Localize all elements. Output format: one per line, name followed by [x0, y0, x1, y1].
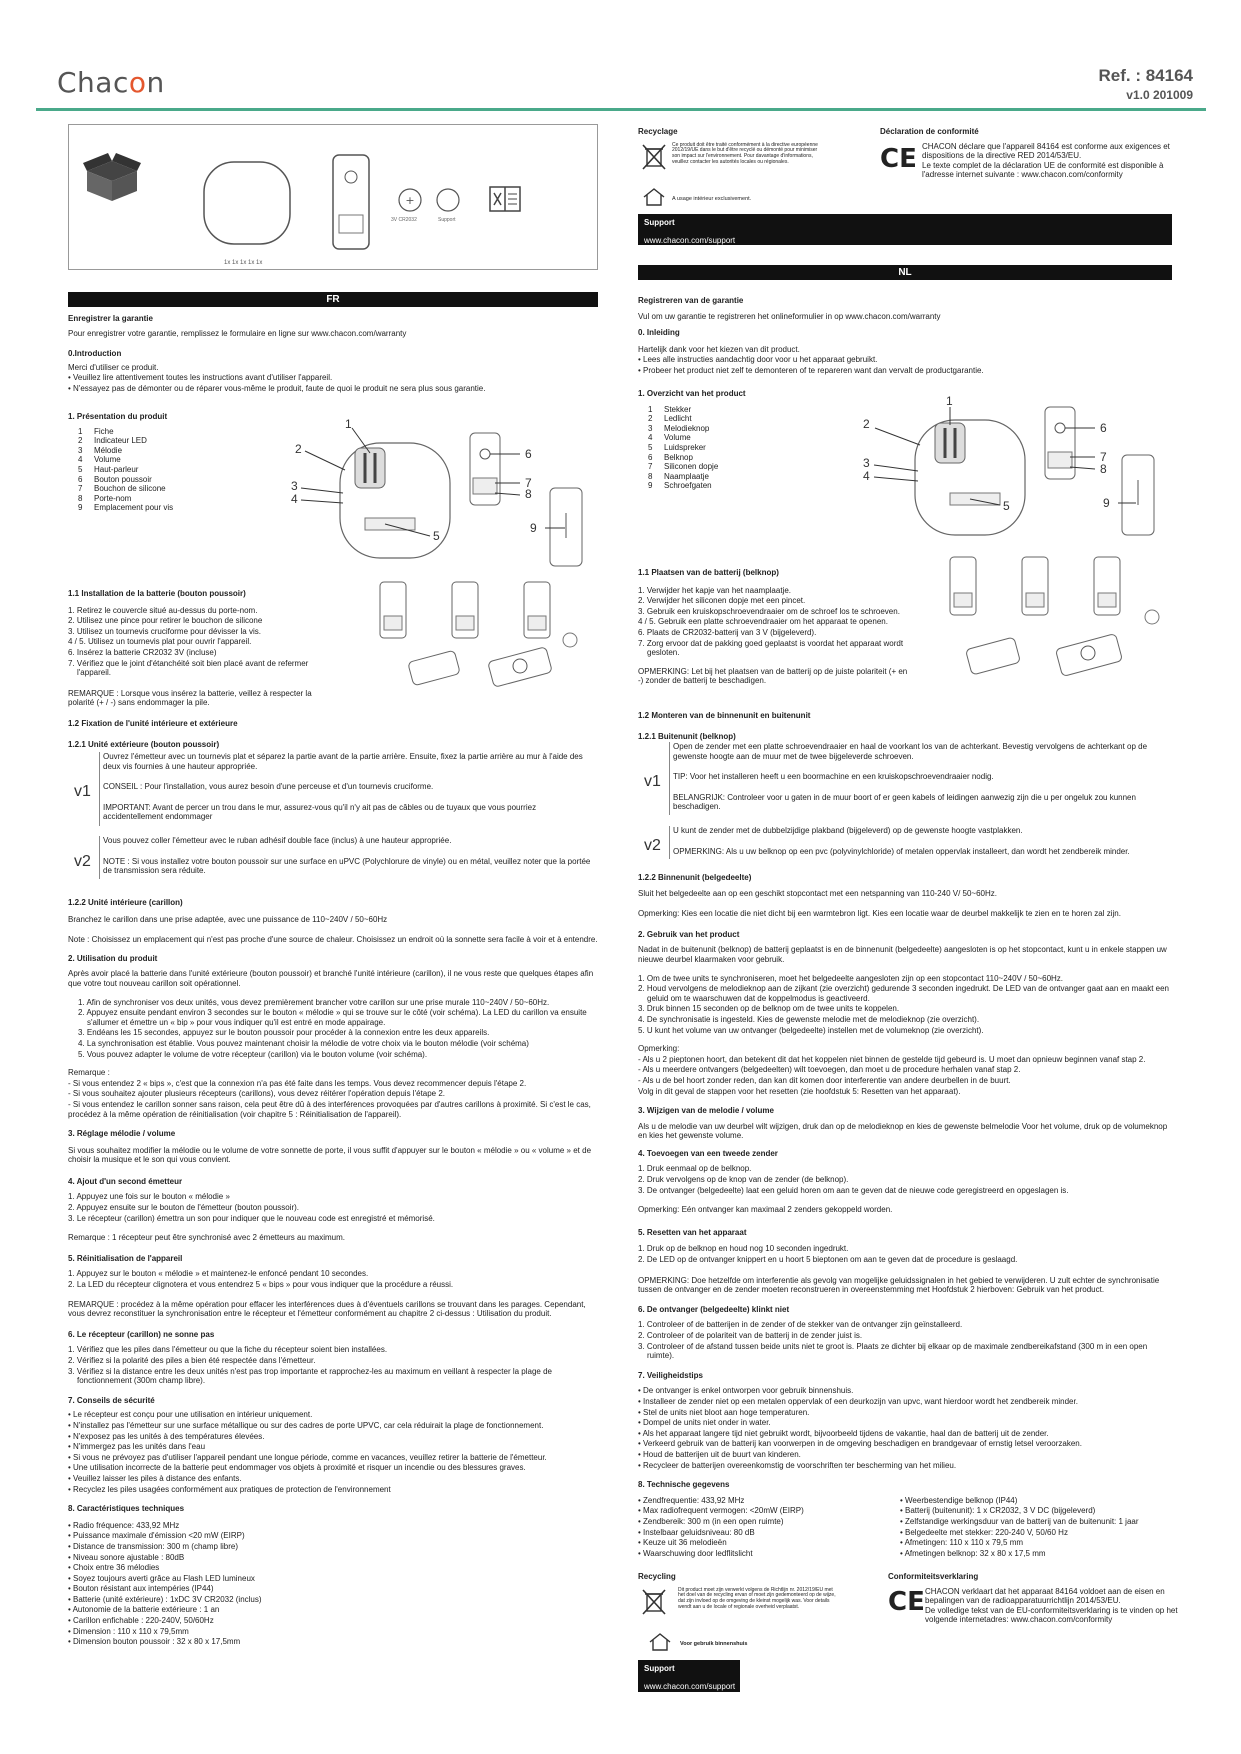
nl-reset-title: 5. Resetten van het apparaat: [638, 1227, 747, 1237]
list-item: 1. Druk op de belknop en houd nog 10 seconden ingedrukt.: [638, 1244, 849, 1254]
list-item: 2. Houd vervolgens de melodieknop aan de zijkant (zie overzicht) gedurende 3 seconden ingedrukt. De LED van de ontvanger gaat aan en maakt een geluid om te waarschuwen dat de koppelmodus is geactiveerd.: [638, 984, 1170, 1003]
list-item: Haut-parleur: [94, 464, 139, 474]
list-item: 2. De LED op de ontvanger knippert en u hoort 5 bieptonen om aan te geven dat de procedure is geslaagd.: [638, 1255, 1018, 1265]
list-item: Belknop: [664, 452, 693, 462]
support-label: Support: [438, 217, 456, 223]
fr-battery-note: REMARQUE : Lorsque vous insérez la batterie, veillez à respecter la polarité (+ / -) sans endommager la pile.: [68, 688, 312, 708]
list-item: Porte-nom: [94, 493, 132, 503]
battery-icon: [397, 187, 423, 213]
conformity-nl-title: Conformiteitsverklaring: [888, 1572, 979, 1581]
nl-battery-title: 1.1 Plaatsen van de batterij (belknop): [638, 568, 779, 577]
list-item: Opmerking:: [638, 1044, 680, 1054]
nl-v1-block: [669, 742, 1172, 815]
svg-text:7: 7: [1100, 450, 1107, 464]
package-icon: [83, 153, 141, 203]
list-item: 1. Afin de synchroniser vos deux unités, vous devez premièrement brancher votre carillon sur une prise murale 110~240V / 50~60Hz.: [78, 997, 550, 1007]
list-item: 1. Retirez le couvercle situé au-dessus du porte-nom.: [68, 605, 258, 615]
house-icon: [648, 1632, 672, 1652]
fr-specs-title: 8. Caractéristiques techniques: [68, 1504, 185, 1514]
svg-text:9: 9: [1103, 496, 1110, 510]
list-item: • Radio fréquence: 433,92 MHz: [68, 1520, 180, 1530]
nl-interior-title: 1.2.2 Binnenunit (belgedeelte): [638, 873, 752, 882]
svg-text:1: 1: [345, 418, 352, 431]
list-item: • Batterie (unité extérieure) : 1xDC 3V CR2032 (inclus): [68, 1594, 262, 1604]
fr-melody-title: 3. Réglage mélodie / volume: [68, 1129, 176, 1139]
svg-text:7: 7: [525, 476, 532, 490]
list-item: - Si vous souhaitez ajouter plusieurs récepteurs (carillons), vous devez réitérer l'opération depuis l'étape 2.: [68, 1089, 446, 1099]
fr-interior-text: Branchez le carillon dans une prise adaptée, avec une puissance de 110~240V / 50~60Hz: [68, 914, 388, 924]
fr-warranty-text: Pour enregistrer votre garantie, remplissez le formulaire en ligne sur www.chacon.com/warranty: [68, 328, 407, 338]
list-item: - Als u 2 pieptonen hoort, dan betekent dit dat het koppelen niet binnen de gestelde tijd gebeurd is. U moet dan opnieuw beginnen vanaf stap 2.: [638, 1054, 1146, 1064]
manual-tools-icon: [489, 185, 521, 213]
conformity-nl-text2: De volledige tekst van de EU-conformiteitsverklaring is te vinden op het volgende internetadres: www.chacon.com/conformity: [925, 1605, 1178, 1625]
fr-add-title: 4. Ajout d'un second émetteur: [68, 1176, 183, 1186]
fr-warranty-title: Enregistrer la garantie: [68, 314, 153, 323]
recycling-fr-title: Recyclage: [638, 127, 678, 136]
list-item: • N'installez pas l'émetteur sur une surface métallique ou sur des cadres de porte UPVC, car cela réduirait la plage de fonctionnement.: [68, 1420, 544, 1430]
list-item: Luidspreker: [664, 442, 706, 452]
list-item: • Bouton résistant aux intempéries (IP44): [68, 1584, 214, 1594]
list-item: 3. De ontvanger (belgedeelte) laat een geluid horen om aan te geven dat de nieuwe code geregistreerd en opgeslagen is.: [638, 1185, 1069, 1195]
list-item: • Choix entre 36 mélodies: [68, 1563, 160, 1573]
fr-battery-title: 1.1 Installation de la batterie (bouton poussoir): [68, 589, 246, 598]
fr-safety-title: 7. Conseils de sécurité: [68, 1395, 155, 1405]
version-label: v1.0 201009: [1126, 88, 1193, 102]
fr-v2-note: NOTE : Si vous installez votre bouton poussoir sur une surface en uPVC (Polychlorure de vinyle) ou en métal, veuillez noter que la portée de transmission sera réduite.: [103, 856, 591, 876]
lang-bar-nl: NL: [638, 265, 1172, 280]
fr-exterior-title: 1.2.1 Unité extérieure (bouton poussoir): [68, 739, 220, 749]
fr-v1-label: v1: [74, 783, 91, 800]
fr-melody-text: Si vous souhaitez modifier la mélodie ou le volume de votre sonnette de porte, il vous suffit d'appuyer sur le bouton « mélodie » ou « volume » et de choisir la musique et le son qui vous convient.: [68, 1145, 592, 1165]
list-item: 7. Zorg ervoor dat de pakking goed geplaatst is voordat het apparaat wordt gesloten.: [638, 638, 904, 658]
list-item: Emplacement pour vis: [94, 503, 174, 513]
list-item: • Le récepteur est conçu pour une utilisation en intérieur uniquement.: [68, 1410, 313, 1420]
package-quantity: 1x 1x 1x 1x 1x: [224, 260, 263, 266]
fr-product-diagram: [285, 418, 605, 573]
indoor-fr-text: A usage intérieur exclusivement.: [672, 196, 752, 202]
recycling-fr: [638, 127, 868, 202]
conformity-nl-text: CHACON verklaart dat het apparaat 84164 voldoet aan de eisen en bepalingen van de radioapparatuurrichtlijn 2014/53/EU.: [925, 1586, 1165, 1606]
list-item: 7. Vérifiez que le joint d'étanchéité soit bien placé avant de refermer l'appareil.: [68, 658, 309, 678]
nl-specs-title: 8. Technische gegevens: [638, 1480, 730, 1490]
nl-v1-tip: TIP: Voor het installeren heeft u een boormachine en een kruiskopschroevendraaier nodig.: [673, 772, 994, 782]
list-item: 1. Appuyez une fois sur le bouton « mélodie »: [68, 1192, 230, 1202]
list-item: Stekker: [664, 404, 692, 414]
nl-intro-list: [638, 345, 1172, 376]
list-item: 5. U kunt het volume van uw ontvanger (belgedeelte) instellen met de volumeknop (zie overzicht).: [638, 1025, 984, 1035]
fr-reset-title: 5. Réinitialisation de l'appareil: [68, 1253, 183, 1263]
list-item: • N'immergez pas les unités dans l'eau: [68, 1442, 206, 1452]
recycling-nl-title: Recycling: [638, 1572, 676, 1581]
support-url[interactable]: www.chacon.com/support: [644, 235, 736, 245]
list-item: • Waarschuwing door ledflitslicht: [638, 1548, 753, 1558]
house-icon: [642, 187, 666, 207]
list-item: Ledlicht: [664, 414, 692, 424]
nl-v1-label: v1: [644, 773, 661, 790]
list-item: 5. Vous pouvez adapter le volume de votre récepteur (carillon) via le bouton volume (voir schéma).: [78, 1049, 428, 1059]
svg-text:9: 9: [530, 521, 537, 535]
fr-fixation-title: 1.2 Fixation de l'unité intérieure et extérieure: [68, 719, 238, 728]
list-item: Merci d'utiliser ce produit.: [68, 362, 159, 372]
list-item: 1. Controleer of de batterijen in de zender of de stekker van de ontvanger zijn geïnstalleerd.: [638, 1320, 963, 1330]
fr-use-title: 2. Utilisation du produit: [68, 953, 158, 963]
list-item: Volume: [664, 433, 691, 443]
fr-intro-list: [68, 363, 598, 394]
fr-parts-list: 1 Fiche 2 Indicateur LED 3 Mélodie 4 Volume 5 Haut-parleur 6 Bouton poussoir 7 Bouchon de silicone 8 Porte-nom 9 Emplacement pour vis: [78, 427, 598, 513]
list-item: 2. Appuyez ensuite sur le bouton de l'émetteur (bouton poussoir).: [68, 1203, 300, 1213]
list-item: Mélodie: [94, 445, 123, 455]
nl-safety-title: 7. Veiligheidstips: [638, 1370, 703, 1380]
fr-v1-block: [99, 752, 594, 826]
svg-text:3: 3: [291, 479, 298, 493]
svg-text:5: 5: [433, 529, 440, 543]
list-item: - Si vous entendez 2 « bips », c'est que la connexion n'a pas été faite dans les temps. Vous devez recommencer depuis l'étape 2.: [68, 1078, 527, 1088]
nl-melody-title: 3. Wijzigen van de melodie / volume: [638, 1106, 774, 1116]
list-item: Melodieknop: [664, 423, 710, 433]
fr-presentation-title: 1. Présentation du produit: [68, 412, 168, 421]
nl-warranty-text: Vul om uw garantie te registreren het onlineformulier in op www.chacon.com/warranty: [638, 311, 941, 321]
nl-product-diagram: [860, 395, 1180, 545]
fr-noring-steps: [68, 1345, 598, 1385]
recycle-bin-icon: [642, 143, 666, 171]
fr-v1-tip: CONSEIL : Pour l'installation, vous aurez besoin d'une perceuse et d'un tournevis cruciforme.: [103, 782, 434, 792]
list-item: • Afmetingen belknop: 32 x 80 x 17,5 mm: [900, 1548, 1046, 1558]
nl-battery-note: OPMERKING: Let bij het plaatsen van de batterij op de juiste polariteit (+ en -) zonder de batterij te beschadigen.: [638, 666, 908, 686]
list-item: 2. Controleer of de polariteit van de batterij in de zender juist is.: [638, 1331, 863, 1340]
nl-battery-steps: [638, 586, 913, 658]
list-item: • Distance de transmission: 300 m (champ libre): [68, 1541, 238, 1551]
list-item: • Si vous ne prévoyez pas d'utiliser l'appareil pendant une longue période, comme en vacances, veuillez retirer la batterie de l'émetteur.: [68, 1452, 547, 1462]
list-item: • Houd de batterijen uit de buurt van kinderen.: [638, 1449, 801, 1459]
list-item: Naamplaatje: [664, 471, 709, 481]
list-item: 4. De synchronisatie is ingesteld. Kies de gewenste melodie met de melodieknop (zie overzicht).: [638, 1014, 980, 1024]
indoor-nl-text: Voor gebruik binnenshuis: [680, 1641, 748, 1647]
list-item: 1. Om de twee units te synchroniseren, moet het belgedeelte aangesloten zijn op een stopcontact 110~240V / 50~60Hz.: [638, 973, 1064, 983]
fr-use-text: Après avoir placé la batterie dans l'unité extérieure (bouton poussoir) et branché l'unité intérieure (carillon), il ne vous reste que quelques étapes afin que votre tout nouveau carillon soit opérationnel.: [68, 969, 594, 988]
list-item: Fiche: [94, 426, 114, 436]
list-item: • De ontvanger is enkel ontworpen voor gebruik binnenshuis.: [638, 1386, 854, 1396]
list-item: 3. Le récepteur (carillon) émettra un son pour indiquer que le nouveau code est enregistré et mémorisé.: [68, 1213, 435, 1223]
list-item: - Si vous entendez le carillon sonner sans raison, cela peut être dû à des interférences provoquées par d'autres carillons à proximité. Si c'est le cas, procédez à la même opération de réinitialisation (voir chapitre 5 : Réinitialisation de l'appareil).: [68, 1099, 591, 1119]
support-box-bottom: [638, 1660, 740, 1692]
list-item: • Veuillez laisser les piles à distance des enfants.: [68, 1473, 242, 1483]
nl-interior-note: Opmerking: Kies een locatie die niet dicht bij een warmtebron ligt. Kies een locatie waar de deurbel makkelijk te zien en te horen zal zijn.: [638, 909, 1121, 919]
list-item: Remarque :: [68, 1068, 110, 1078]
list-item: Hartelijk dank voor het kiezen van dit product.: [638, 344, 800, 354]
svg-text:6: 6: [1100, 421, 1107, 435]
list-item: 3. Controleer of de afstand tussen beide units niet te groot is. Plaats ze dichter bij elkaar op de maximale zendbereikafstand (300 m in een open ruimte).: [638, 1341, 1148, 1361]
list-item: Volg in dit geval de stappen voor het resetten (zie hoofdstuk 5: Resetten van het apparaat).: [638, 1086, 961, 1096]
nl-intro-title: 0. Inleiding: [638, 328, 680, 338]
list-item: • Soyez toujours averti grâce au Flash LED lumineux: [68, 1573, 255, 1583]
fr-interior-note: Note : Choisissez un emplacement qui n'est pas proche d'une source de chaleur. Choisissez un endroit où la sonnette sera facile à voir et à entendre.: [68, 935, 598, 945]
nl-v2-label: v2: [644, 837, 661, 854]
nl-specs-right: [900, 1496, 1139, 1560]
nl-exterior-title: 1.2.1 Buitenunit (belknop): [638, 731, 736, 741]
fr-v2-label: v2: [74, 853, 91, 870]
list-item: 1. Appuyez sur le bouton « mélodie » et maintenez-le enfoncé pendant 10 secondes.: [68, 1269, 369, 1279]
svg-text:4: 4: [291, 492, 298, 506]
list-item: • Veuillez lire attentivement toutes les instructions avant d'utiliser l'appareil.: [68, 373, 333, 383]
fr-specs-list: [68, 1521, 598, 1647]
battery-label: 3V CR2032: [391, 217, 417, 223]
nl-mounting-title: 1.2 Monteren van de binnenunit en buitenunit: [638, 711, 811, 720]
list-item: • Zendbereik: 300 m (in een open ruimte): [638, 1516, 784, 1526]
list-item: 4 / 5. Gebruik een platte schroevendraaier om het apparaat te openen.: [638, 617, 888, 627]
list-item: 2. Vérifiez si la polarité des piles a bien été respectée dans l'émetteur.: [68, 1356, 316, 1365]
list-item: • Verkeerd gebruik van de batterij kan voorwerpen in de omgeving beschadigen en brandgevaar of ernstig letsel veroorzaken.: [638, 1439, 1082, 1449]
list-item: • Batterij (buitenunit): 1 x CR2032, 3 V DC (bijgeleverd): [900, 1506, 1096, 1516]
support-title: Support: [644, 1664, 675, 1673]
nl-v2-block: [669, 826, 1172, 859]
nl-add-steps: [638, 1164, 1172, 1195]
list-item: 2. Verwijder het siliconen dopje met een pincet.: [638, 596, 806, 606]
fr-add-steps: [68, 1192, 598, 1223]
nl-warranty-title: Registreren van de garantie: [638, 296, 744, 305]
fr-reset-remark: REMARQUE : procédez à la même opération pour effacer les interférences dues à d'éventuels carillons se trouvant dans les parages. Cependant, vous devrez reconstituer la synchronisation entre le récepteur et l'émetteur conformément au chapitre 2 ci-dessus : Utilisation du produit.: [68, 1299, 586, 1319]
nl-use-title: 2. Gebruik van het product: [638, 929, 740, 939]
list-item: 4. La synchronisation est établie. Vous pouvez maintenant choisir la mélodie de votre choix via le bouton mélodie (voir schéma): [78, 1038, 529, 1048]
nl-use-remarks: [638, 1044, 1172, 1096]
fr-use-remarks: [68, 1068, 598, 1119]
list-item: • Dompel de units niet onder in water.: [638, 1418, 771, 1428]
fr-v2-text: Vous pouvez coller l'émetteur avec le ruban adhésif double face (inclus) à une hauteur appropriée.: [103, 836, 452, 845]
list-item: 3. Endéans les 15 secondes, appuyez sur le bouton poussoir pour procéder à la connexion entre les deux appareils.: [78, 1028, 490, 1038]
svg-text:2: 2: [295, 442, 302, 456]
list-item: 1. Druk eenmaal op de belknop.: [638, 1164, 752, 1174]
recycling-nl: [638, 1572, 878, 1647]
list-item: 2. Appuyez ensuite pendant environ 3 secondes sur le bouton « mélodie » qui se trouve sur le côté (voir schéma). La LED du carillon va ensuite s'allumer et émettre un « bip » pour vous indiquer qu'il est entré en mode appairage.: [78, 1008, 587, 1027]
header-divider: [36, 108, 1206, 111]
list-item: - Als u meerdere ontvangers (belgedeelten) wilt toevoegen, dan moet u de procedure herhalen vanaf stap 2.: [638, 1065, 1021, 1075]
fr-add-remark: Remarque : 1 récepteur peut être synchronisé avec 2 émetteurs au maximum.: [68, 1233, 346, 1243]
recycle-bin-icon: [642, 1588, 666, 1616]
nl-battery-diagram: [940, 555, 1175, 690]
conformity-nl: [888, 1572, 1178, 1628]
nl-overview-title: 1. Overzicht van het product: [638, 389, 746, 398]
list-item: 1. Vérifiez que les piles dans l'émetteur ou que la fiche du récepteur soient bien installées.: [68, 1345, 388, 1355]
list-item: • Zelfstandige werkingsduur van de batterij van de buitenunit: 1 jaar: [900, 1516, 1139, 1526]
list-item: • Carillon enfichable : 220-240V, 50/60Hz: [68, 1616, 214, 1626]
svg-text:1: 1: [946, 395, 953, 408]
list-item: • Afmetingen: 110 x 110 x 79,5 mm: [900, 1538, 1024, 1548]
list-item: • Recycleer de batterijen overeenkomstig de voorschriften ter bescherming van het milieu.: [638, 1460, 957, 1470]
list-item: • Zendfrequentie: 433,92 MHz: [638, 1495, 745, 1505]
list-item: • Max radiofrequent vermogen: <20mW (EIRP): [638, 1506, 804, 1516]
push-button-image: [331, 153, 371, 251]
list-item: • Installeer de zender niet op een metalen oppervlak of een deurkozijn van upvc, want hierdoor wordt het zendbereik minder.: [638, 1396, 1078, 1406]
brand-logo: Chacon: [57, 66, 165, 99]
list-item: Bouchon de silicone: [94, 484, 166, 494]
nl-safety-list: [638, 1386, 1172, 1470]
nl-v1-important: BELANGRIJK: Controleer voor u gaten in de muur boort of er geen kabels of leidingen aanwezig zijn die u per ongeluk zou kunnen beschadigen.: [673, 792, 1136, 812]
fr-v1-text: Ouvrez l'émetteur avec un tournevis plat et séparez la partie avant de la partie arrière. Ensuite, fixez la partie arrière au mur à l'aide des deux vis fournies à une hauteur appropriée.: [103, 752, 583, 771]
chime-unit-image: [201, 159, 293, 247]
list-item: • Une utilisation incorrecte de la batterie peut endommager vos objets à proximité et risquer un incendie ou des blessures graves.: [68, 1463, 526, 1473]
nl-use-steps: [638, 974, 1172, 1036]
recycling-fr-text: Ce produit doit être traité conformément à la directive européenne 2012/19/UE dans le but d'être recyclé ou démonté pour minimiser son impact sur l'environnement. Pour davantage d'informations, veuillez contacter les autorités locales ou régionales.: [672, 141, 818, 165]
list-item: Volume: [94, 455, 121, 465]
svg-text:8: 8: [525, 487, 532, 501]
list-item: 3. Gebruik een kruiskopschroevendraaier om de schroef los te schroeven.: [638, 606, 900, 616]
conformity-fr: [880, 127, 1180, 183]
nl-add-remark: Opmerking: Eén ontvanger kan maximaal 2 zenders gekoppeld worden.: [638, 1205, 893, 1215]
fr-battery-steps: [68, 606, 338, 678]
svg-text:4: 4: [863, 469, 870, 483]
fr-noring-title: 6. Le récepteur (carillon) ne sonne pas: [68, 1329, 215, 1339]
list-item: 2. La LED du récepteur clignotera et vous entendrez 5 « bips » pour vous indiquer que la procédure a réussi.: [68, 1280, 454, 1290]
fr-safety-list: [68, 1410, 598, 1494]
list-item: • Keuze uit 36 melodieën: [638, 1538, 727, 1548]
support-title: Support: [644, 218, 675, 227]
list-item: • Niveau sonore ajustable : 80dB: [68, 1552, 185, 1562]
list-item: 3. Vérifiez si la distance entre les deux unités n'est pas trop importante et rapprochez-les au maximum en veillant à respecter la plage de fonctionnement (300m champ libre).: [68, 1366, 553, 1386]
svg-text:5: 5: [1003, 499, 1010, 513]
fr-v1-important: IMPORTANT: Avant de percer un trou dans le mur, assurez-vous qu'il n'y ait pas de câbles ou de tuyaux que vous pourriez accidentellement endommager: [103, 802, 537, 822]
nl-interior-text: Sluit het belgedeelte aan op een geschikt stopcontact met een netspanning van 110-240 V/ 50~60Hz.: [638, 888, 997, 898]
nl-specs-left: [638, 1496, 900, 1560]
list-item: • N'exposez pas les unités à des températures élevées.: [68, 1431, 265, 1441]
fr-interior-title: 1.2.2 Unité intérieure (carillon): [68, 898, 183, 907]
ce-mark: CE: [888, 1587, 925, 1617]
list-item: Schroefgaten: [664, 481, 712, 491]
svg-text:8: 8: [1100, 462, 1107, 476]
list-item: Siliconen dopje: [664, 462, 719, 472]
list-item: • Stel de units niet bloot aan hoge temperaturen.: [638, 1407, 810, 1417]
nl-v2-text: U kunt de zender met de dubbelzijdige plakband (bijgeleverd) op de gewenste hoogte vastplakken.: [673, 826, 1023, 835]
nl-noring-title: 6. De ontvanger (belgedeelte) klinkt niet: [638, 1304, 790, 1314]
nl-reset-steps: [638, 1244, 1172, 1264]
list-item: • Dimension bouton poussoir : 32 x 80 x 17,5mm: [68, 1637, 241, 1647]
fr-reset-steps: [68, 1269, 598, 1289]
nl-v2-note: OPMERKING: Als u uw belknop op een pvc (polyvinylchloride) of metalen oppervlak installeert, dan wordt het zendbereik minder.: [673, 846, 1130, 856]
nl-melody-text: Als u de melodie van uw deurbel wilt wijzigen, druk dan op de melodieknop en kies de gewenste belmelodie Voor het volume, druk op de volumeknop en kies het gewenste volume.: [638, 1121, 1168, 1141]
nl-use-text: Nadat in de buitenunit (belknop) de batterij geplaatst is en de binnenunit (belgedeelte) aangesloten is op het stopcontact, kunt u in enkele stappen uw nieuwe deurbel klaarmaken voor gebruik.: [638, 945, 1167, 964]
list-item: • N'essayez pas de démonter ou de réparer vous-même le produit, faute de quoi le produit ne sera plus sous garantie.: [68, 383, 486, 393]
conformity-fr-title: Déclaration de conformité: [880, 127, 979, 136]
nl-noring-steps: [638, 1320, 1172, 1360]
recycling-nl-text: Dit product moet zijn verwerkt volgens de Richtlijn nr. 2012/19/EU met het doel van de recycling ervan of moet zijn gedemonteerd op de wijze, dat zijn invloed op de omgeving de kleinst mogelijk was. Voor details wendt aan u de locale of regionale overheid verplaatst.: [678, 1586, 836, 1610]
support-box-top: [638, 214, 1172, 245]
package-contents-box: [68, 124, 598, 270]
list-item: • Puissance maximale d'émission <20 mW (EIRP): [68, 1531, 245, 1541]
svg-text:6: 6: [525, 447, 532, 461]
list-item: - Als u de bel hoort zonder reden, dan kan dit komen door interferentie van andere deurbellen in de buurt.: [638, 1075, 1011, 1085]
fr-use-steps: [78, 998, 598, 1060]
list-item: • Lees alle instructies aandachtig door voor u het apparaat gebruikt.: [638, 355, 878, 365]
list-item: 6. Plaats de CR2032-batterij van 3 V (bijgeleverd).: [638, 627, 817, 637]
list-item: 2. Druk vervolgens op de knop van de zender (de belknop).: [638, 1175, 849, 1185]
svg-text:2: 2: [863, 417, 870, 431]
list-item: 2. Utilisez une pince pour retirer le bouchon de silicone: [68, 616, 263, 626]
nl-v1-text: Open de zender met een platte schroevendraaier en haal de voorkant los van de achterkant. Bevestig vervolgens de achterkant op de gewenste hoogte aan de muur met de twee bijgeleverde schroeven.: [673, 742, 1148, 761]
support-url[interactable]: www.chacon.com/support: [644, 1681, 736, 1691]
list-item: Bouton poussoir: [94, 474, 152, 484]
list-item: • Weerbestendige belknop (IP44): [900, 1495, 1018, 1505]
nl-add-title: 4. Toevoegen van een tweede zender: [638, 1148, 778, 1158]
list-item: • Probeer het product niet zelf te demonteren of te repareren want dan vervalt de productgarantie.: [638, 365, 984, 375]
nl-parts-list: 1 Stekker 2 Ledlicht 3 Melodieknop 4 Volume 5 Luidspreker 6 Belknop 7 Siliconen dopje 8 Naamplaatje 9 Schroefgaten: [648, 405, 888, 491]
list-item: • Dimension : 110 x 110 x 79,5mm: [68, 1626, 189, 1636]
list-item: 6. Insérez la batterie CR2032 3V (incluse): [68, 647, 217, 657]
conformity-fr-text2: Le texte complet de la déclaration UE de conformité est disponible à l'adresse internet suivante : www.chacon.com/conformity: [922, 160, 1164, 180]
fr-battery-diagram: [370, 580, 600, 700]
list-item: 3. Druk binnen 15 seconden op de belknop om de twee units te koppelen.: [638, 1004, 900, 1014]
list-item: Indicateur LED: [94, 436, 147, 446]
fr-intro-title: 0.Introduction: [68, 349, 122, 359]
list-item: 4 / 5. Utilisez un tournevis plat pour ouvrir l'appareil.: [68, 637, 252, 647]
list-item: • Autonomie de la batterie extérieure : 1 an: [68, 1605, 220, 1615]
list-item: 1. Verwijder het kapje van het naamplaatje.: [638, 585, 791, 595]
list-item: • Als het apparaat langere tijd niet gebruikt wordt, bijvoorbeeld tijdens de vakantie, haal dan de batterij uit de zender.: [638, 1428, 1049, 1438]
nl-reset-remark: OPMERKING: Doe hetzelfde om interferentie als gevolg van mogelijke geluidssignalen in het gebied te verwijderen. U zult echter de synchronisatie tussen de ontvanger en de zender moeten reconstrueren in overeenstemming met Hoofdstuk 2 hierboven: Gebruik van het product.: [638, 1275, 1160, 1295]
conformity-fr-text: CHACON déclare que l'appareil 84164 est conforme aux exigences et dispositions de la directive RED 2014/53/EU.: [922, 141, 1170, 161]
ce-mark: CE: [880, 144, 917, 174]
lang-bar-fr: FR: [68, 292, 598, 307]
list-item: 3. Utilisez un tournevis cruciforme pour dévisser la vis.: [68, 626, 261, 636]
fr-v2-block: [99, 836, 594, 879]
svg-text:+: +: [405, 194, 415, 207]
reference-number: Ref. : 84164: [1098, 66, 1193, 85]
svg-text:3: 3: [863, 456, 870, 470]
list-item: • Belgedeelte met stekker: 220-240 V, 50/60 Hz: [900, 1527, 1068, 1537]
list-item: • Instelbaar geluidsniveau: 80 dB: [638, 1527, 755, 1537]
list-item: • Recyclez les piles usagées conformément aux pratiques de protection de l'environnement: [68, 1484, 391, 1494]
support-icon: [435, 187, 461, 213]
